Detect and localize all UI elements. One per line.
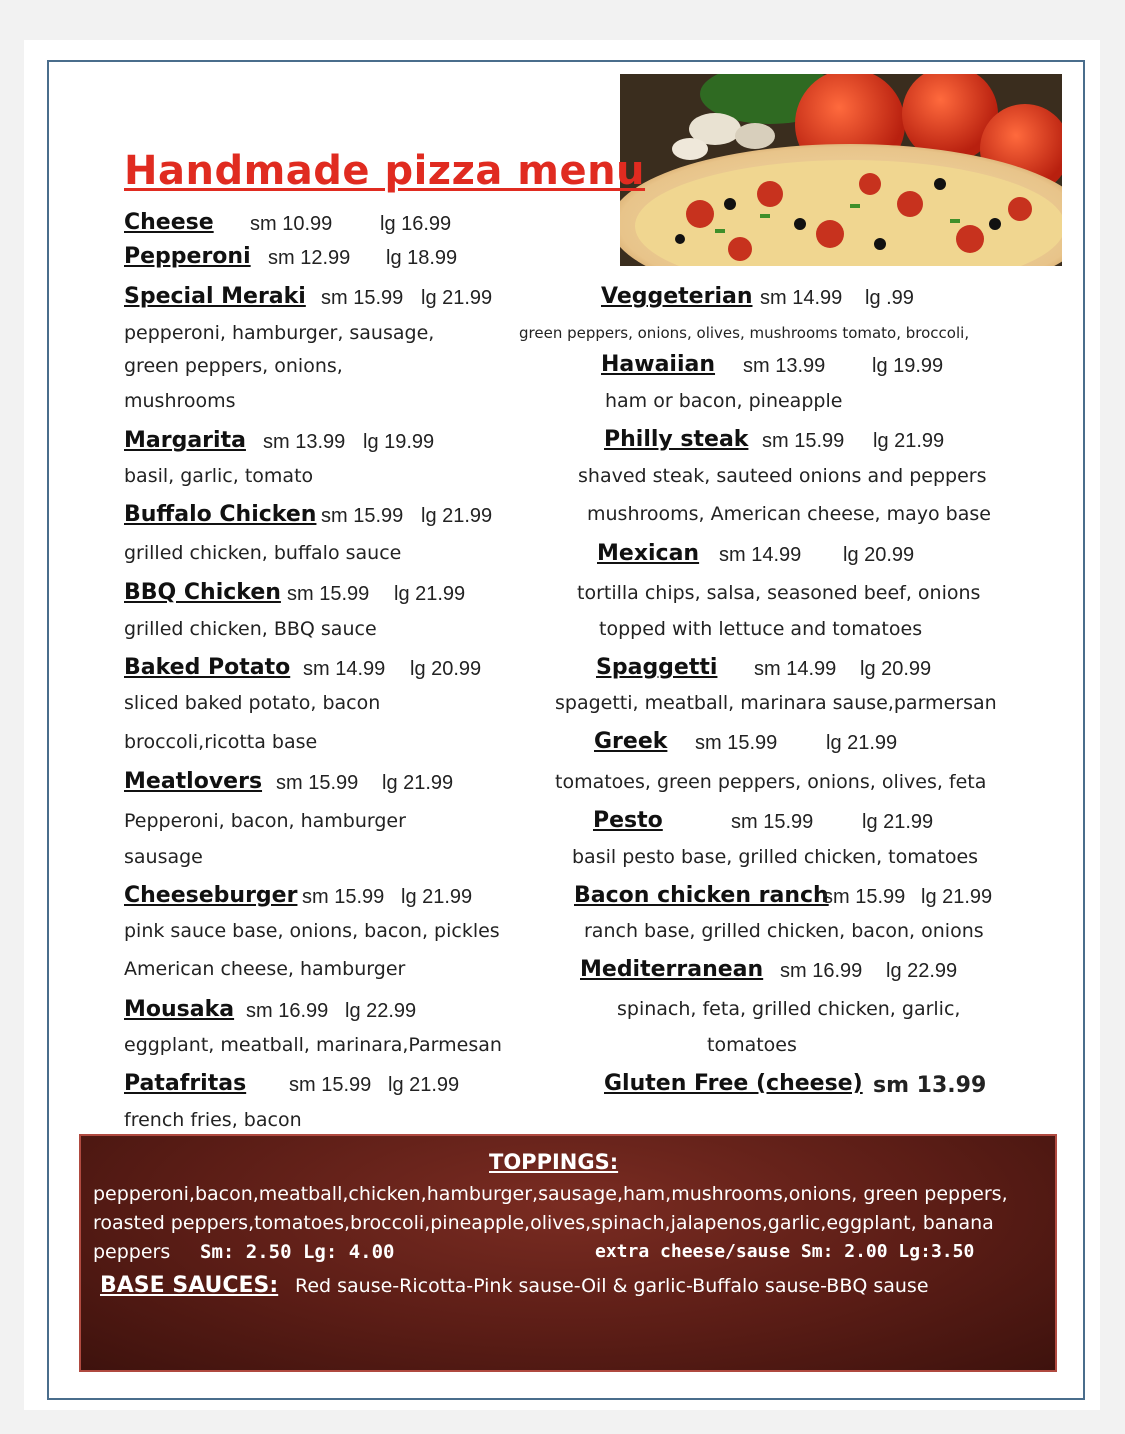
item-desc-mousaka: eggplant, meatball, marinara,Parmesan [124, 1034, 502, 1056]
item-name-hawaiian: Hawaiian [601, 352, 716, 377]
item-price-sm-gluten-free-cheese: sm 13.99 [873, 1073, 987, 1098]
item-price-sm-special-meraki: sm 15.99 [321, 287, 404, 309]
item-desc-special-meraki: mushrooms [124, 390, 236, 412]
item-price-sm-mexican: sm 14.99 [719, 544, 802, 566]
item-desc-mexican: topped with lettuce and tomatoes [599, 618, 923, 640]
item-desc-veggeterian: green peppers, onions, olives, mushrooms tomato, broccoli, [519, 324, 970, 342]
item-desc-baked-potato: sliced baked potato, bacon [124, 692, 381, 714]
item-price-sm-philly-steak: sm 15.99 [762, 430, 845, 452]
item-desc-pesto: basil pesto base, grilled chicken, tomatoes [572, 846, 979, 868]
item-price-lg-spaggetti: lg 20.99 [860, 658, 932, 680]
item-desc-philly-steak: mushrooms, American cheese, mayo base [587, 503, 991, 525]
item-name-buffalo-chicken: Buffalo Chicken [124, 502, 317, 527]
item-name-baked-potato: Baked Potato [124, 655, 291, 680]
item-name-veggeterian: Veggeterian [601, 284, 753, 309]
item-name-meatlovers: Meatlovers [124, 769, 263, 794]
item-price-sm-cheeseburger: sm 15.99 [302, 886, 385, 908]
item-name-mexican: Mexican [597, 541, 700, 566]
item-desc-spaggetti: spagetti, meatball, marinara sause,parmersan [555, 692, 997, 714]
item-desc-mediterranean: spinach, feta, grilled chicken, garlic, [617, 998, 961, 1020]
item-price-sm-spaggetti: sm 14.99 [754, 658, 837, 680]
item-price-lg-patafritas: lg 21.99 [388, 1074, 460, 1096]
item-price-sm-baked-potato: sm 14.99 [303, 658, 386, 680]
item-name-pesto: Pesto [593, 808, 663, 833]
item-name-mousaka: Mousaka [124, 997, 235, 1022]
toppings-title: TOPPINGS: [489, 1150, 619, 1174]
item-desc-mexican: tortilla chips, salsa, seasoned beef, onions [577, 582, 981, 604]
item-desc-special-meraki: pepperoni, hamburger, sausage, [124, 322, 435, 344]
item-desc-margarita: basil, garlic, tomato [124, 465, 314, 487]
item-desc-meatlovers: sausage [124, 846, 203, 868]
item-price-sm-pepperoni: sm 12.99 [268, 247, 351, 269]
item-desc-cheeseburger: American cheese, hamburger [124, 958, 406, 980]
item-name-mediterranean: Mediterranean [580, 957, 764, 982]
item-price-sm-patafritas: sm 15.99 [289, 1074, 372, 1096]
item-desc-meatlovers: Pepperoni, bacon, hamburger [124, 810, 406, 832]
extra-cheese-price: extra cheese/sause Sm: 2.00 Lg:3.50 [595, 1241, 975, 1262]
item-name-bacon-chicken-ranch: Bacon chicken ranch [574, 883, 829, 908]
item-price-lg-cheeseburger: lg 21.99 [401, 886, 473, 908]
item-name-margarita: Margarita [124, 428, 246, 453]
item-desc-philly-steak: shaved steak, sauteed onions and peppers [578, 465, 987, 487]
item-price-sm-mediterranean: sm 16.99 [780, 960, 863, 982]
item-price-sm-buffalo-chicken: sm 15.99 [321, 505, 404, 527]
item-price-lg-meatlovers: lg 21.99 [382, 772, 454, 794]
item-name-bbq-chicken: BBQ Chicken [124, 580, 281, 605]
toppings-line-1: pepperoni,bacon,meatball,chicken,hamburger,sausage,ham,mushrooms,onions, green peppers, [93, 1183, 1008, 1205]
item-desc-greek: tomatoes, green peppers, onions, olives, feta [555, 771, 987, 793]
item-price-lg-mousaka: lg 22.99 [345, 1000, 417, 1022]
item-price-sm-pesto: sm 15.99 [731, 811, 814, 833]
item-name-philly-steak: Philly steak [604, 427, 749, 452]
item-name-cheese: Cheese [124, 210, 214, 235]
base-sauces-label: BASE SAUCES: [100, 1273, 279, 1298]
item-price-sm-cheese: sm 10.99 [250, 213, 333, 235]
item-desc-cheeseburger: pink sauce base, onions, bacon, pickles [124, 920, 500, 942]
item-price-lg-baked-potato: lg 20.99 [410, 658, 482, 680]
item-name-spaggetti: Spaggetti [596, 655, 718, 680]
item-price-lg-greek: lg 21.99 [826, 732, 898, 754]
item-price-lg-pesto: lg 21.99 [862, 811, 934, 833]
item-price-lg-mediterranean: lg 22.99 [886, 960, 958, 982]
item-desc-bbq-chicken: grilled chicken, BBQ sauce [124, 618, 377, 640]
item-desc-bacon-chicken-ranch: ranch base, grilled chicken, bacon, onions [584, 920, 984, 942]
item-price-sm-bbq-chicken: sm 15.99 [287, 583, 370, 605]
item-price-lg-cheese: lg 16.99 [380, 213, 452, 235]
item-price-lg-pepperoni: lg 18.99 [386, 247, 458, 269]
item-price-sm-mousaka: sm 16.99 [246, 1000, 329, 1022]
base-sauces-list: Red sause-Ricotta-Pink sause-Oil & garlic-Buffalo sause-BBQ sause [295, 1275, 929, 1297]
item-desc-special-meraki: green peppers, onions, [124, 355, 343, 377]
toppings-line-3: peppers [93, 1241, 171, 1263]
item-price-lg-philly-steak: lg 21.99 [873, 430, 945, 452]
item-price-lg-special-meraki: lg 21.99 [421, 287, 493, 309]
item-name-special-meraki: Special Meraki [124, 284, 306, 309]
toppings-price: Sm: 2.50 Lg: 4.00 [200, 1241, 395, 1263]
item-price-sm-margarita: sm 13.99 [263, 431, 346, 453]
item-desc-mediterranean: tomatoes [707, 1034, 797, 1056]
item-price-lg-bacon-chicken-ranch: lg 21.99 [921, 886, 993, 908]
item-name-greek: Greek [594, 729, 668, 754]
item-desc-hawaiian: ham or bacon, pineapple [605, 390, 843, 412]
item-price-lg-margarita: lg 19.99 [363, 431, 435, 453]
item-price-lg-bbq-chicken: lg 21.99 [394, 583, 466, 605]
pizza-photo [620, 74, 1062, 266]
toppings-line-2: roasted peppers,tomatoes,broccoli,pineapple,olives,spinach,jalapenos,garlic,eggplant, banana [93, 1212, 994, 1234]
item-price-sm-veggeterian: sm 14.99 [760, 287, 843, 309]
item-price-sm-bacon-chicken-ranch: sm 15.99 [823, 886, 906, 908]
item-name-patafritas: Patafritas [124, 1071, 247, 1096]
item-price-lg-buffalo-chicken: lg 21.99 [421, 505, 493, 527]
item-price-sm-hawaiian: sm 13.99 [743, 355, 826, 377]
item-desc-baked-potato: broccoli,ricotta base [124, 731, 318, 753]
item-desc-patafritas: french fries, bacon [124, 1109, 302, 1131]
item-price-lg-mexican: lg 20.99 [843, 544, 915, 566]
item-price-lg-veggeterian: lg .99 [865, 287, 914, 309]
item-name-cheeseburger: Cheeseburger [124, 883, 298, 908]
item-name-pepperoni: Pepperoni [124, 244, 251, 269]
item-name-gluten-free-cheese: Gluten Free (cheese) [604, 1071, 863, 1096]
item-price-lg-hawaiian: lg 19.99 [872, 355, 944, 377]
item-desc-buffalo-chicken: grilled chicken, buffalo sauce [124, 542, 402, 564]
item-price-sm-greek: sm 15.99 [695, 732, 778, 754]
page-title: Handmade pizza menu [124, 148, 646, 194]
item-price-sm-meatlovers: sm 15.99 [276, 772, 359, 794]
